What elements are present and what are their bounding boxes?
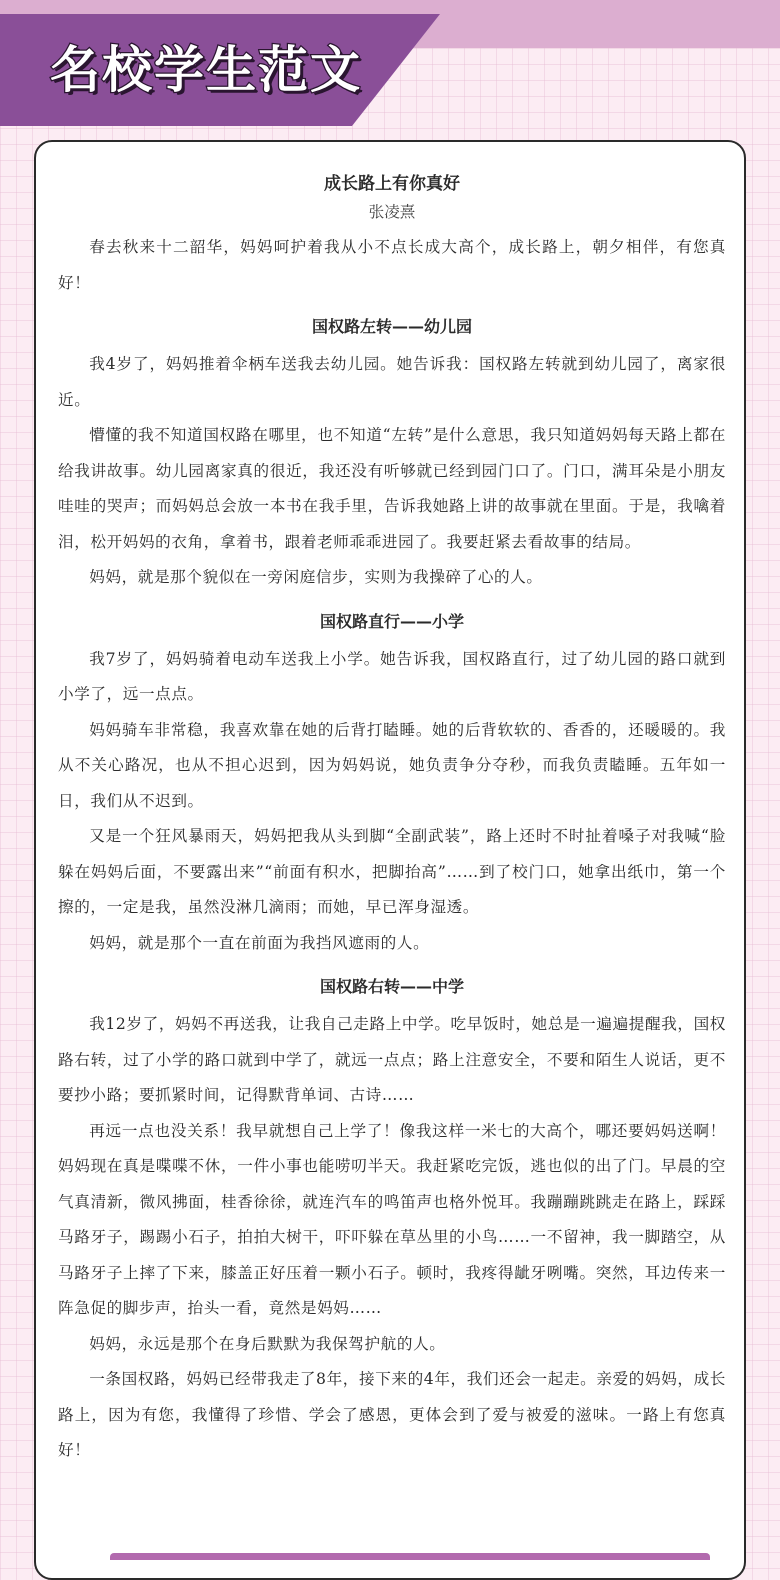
- paragraph: 懵懂的我不知道国权路在哪里，也不知道“左转”是什么意思，我只知道妈妈每天路上都在给我讲故事。幼儿园离家真的很近，我还没有听够就已经到园门口了。门口，满耳朵是小朋友哇哇的哭声；而妈妈总会放一本书在我手里，告诉我她路上讲的故事就在里面。于是，我噙着泪，松开妈妈的衣角，拿着书，跟着老师乖乖进园了。我要赶紧去看故事的结局。: [58, 426, 726, 551]
- paragraph: 我4岁了，妈妈推着伞柄车送我去幼儿园。她告诉我：国权路左转就到幼儿园了，离家很近。: [58, 355, 726, 409]
- bottom-accent-bar: [110, 1553, 710, 1560]
- article-author: 张凌熹: [368, 203, 416, 221]
- paragraph: 妈妈，永远是那个在身后默默为我保驾护航的人。: [89, 1334, 446, 1353]
- article-title: 成长路上有你真好: [324, 174, 460, 194]
- section-heading-kindergarten: 国权路左转——幼儿园: [311, 317, 472, 336]
- paragraph: 再远一点也没关系！我早就想自己上学了！像我这样一米七的大高个，哪还要妈妈送啊！妈妈现在真是喋喋不休，一件小事也能唠叨半天。我赶紧吃完饭，逃也似的出了门。早晨的空气真清新，微风拂面，桂香徐徐，就连汽车的鸣笛声也格外悦耳。我蹦蹦跳跳走在路上，踩踩马路牙子，踢踢小石子，拍拍大树干，吓吓躲在草丛里的小鸟……一不留神，我一脚踏空，从马路牙子上摔了下来，膝盖正好压着一颗小石子。顿时，我疼得龇牙咧嘴。突然，耳边传来一阵急促的脚步声，抬头一看，竟然是妈妈……: [58, 1121, 726, 1317]
- paragraph: 我12岁了，妈妈不再送我，让我自己走路上中学。吃早饭时，她总是一遍遍提醒我，国权路右转，过了小学的路口就到中学了，就远一点点；路上注意安全，不要和陌生人说话，更不要抄小路；要抓紧时间，记得默背单词、古诗……: [58, 1015, 726, 1104]
- paragraph: 妈妈，就是那个貌似在一旁闲庭信步，实则为我操碎了心的人。: [89, 568, 543, 586]
- section-heading-primary-school: 国权路直行——小学: [319, 611, 464, 631]
- paragraph: 妈妈，就是那个一直在前面为我挡风遮雨的人。: [89, 933, 430, 952]
- paragraph: 我7岁了，妈妈骑着电动车送我上小学。她告诉我，国权路直行，过了幼儿园的路口就到小学了，远一点点。: [58, 649, 726, 703]
- article-content: [58, 170, 726, 1469]
- section-heading-middle-school: 国权路右转——中学: [319, 977, 464, 996]
- paragraph: 又是一个狂风暴雨天，妈妈把我从头到脚“全副武装”，路上还时不时扯着嗓子对我喊“脸躲在妈妈后面，不要露出来”“前面有积水，把脚抬高”……到了校门口，她拿出纸巾，第一个擦的，一定是我，虽然没淋几滴雨；而她，早已浑身湿透。: [58, 827, 726, 916]
- intro-paragraph: 春去秋来十二韶华，妈妈呵护着我从小不点长成大高个，成长路上，朝夕相伴，有您真好！: [58, 238, 726, 292]
- paragraph: 妈妈骑车非常稳，我喜欢靠在她的后背打瞌睡。她的后背软软的、香香的，还暖暖的。我从不关心路况，也从不担心迟到，因为妈妈说，她负责争分夺秒，而我负责瞌睡。五年如一日，我们从不迟到。: [58, 720, 726, 810]
- banner-title: 名校学生范文: [50, 41, 362, 99]
- paragraph: 一条国权路，妈妈已经带我走了8年，接下来的4年，我们还会一起走。亲爱的妈妈，成长路上，因为有您，我懂得了珍惜、学会了感恩，更体会到了爱与被爱的滋味。一路上有您真好！: [58, 1370, 726, 1459]
